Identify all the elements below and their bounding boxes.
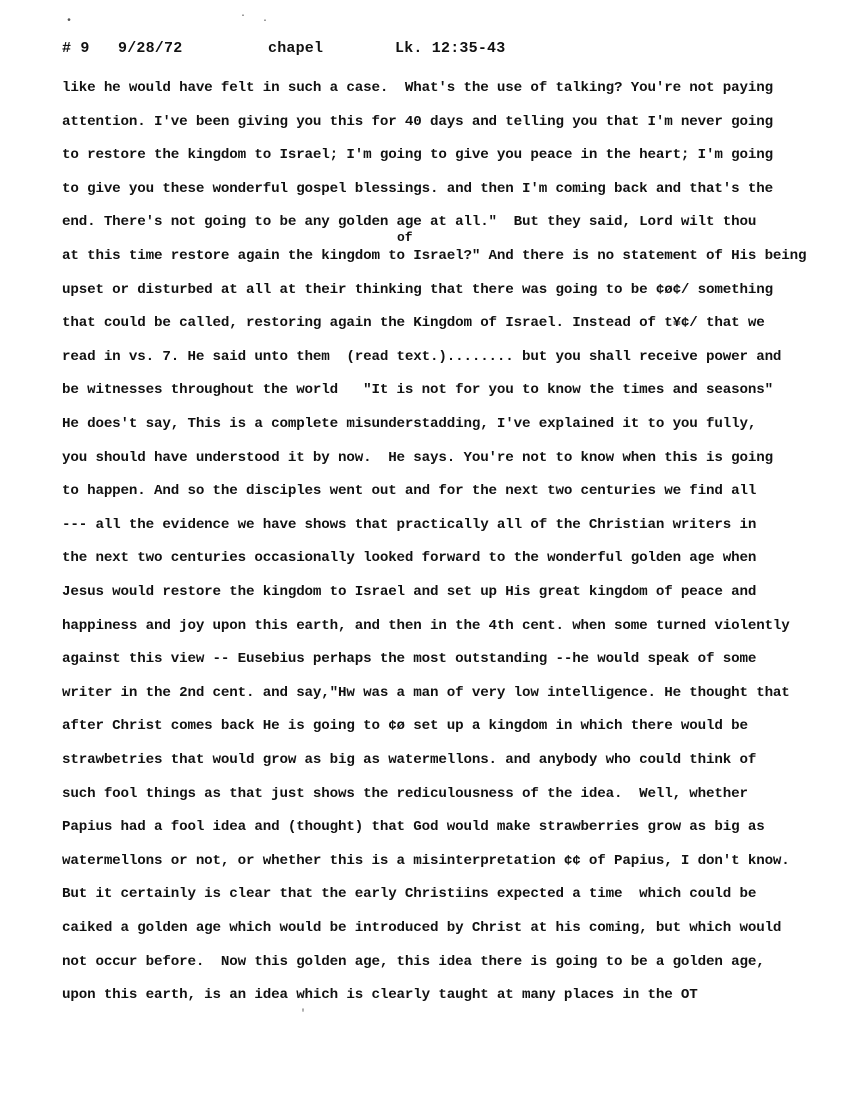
paper-speck: ·: [262, 16, 269, 27]
text-line: to happen. And so the disciples went out and for the next two centuries we find all: [62, 483, 757, 500]
text-line: to give you these wonderful gospel blessings. and then I'm coming back and that's the: [62, 180, 773, 197]
text-line: upset or disturbed at all at their thinking that there was going to be ¢ø¢/ something: [62, 281, 773, 298]
scripture-reference: Lk. 12:35-43: [395, 40, 506, 57]
text-line: end. There's not going to be any golden age at all." But they said, Lord wilt thou: [62, 214, 757, 231]
text-line: Jesus would restore the kingdom to Israel and set up His great kingdom of peace and: [62, 584, 757, 600]
text-line: happiness and joy upon this earth, and then in the 4th cent. when some turned violently: [62, 617, 790, 634]
page-number: # 9: [62, 40, 90, 57]
text-line: such fool things as that just shows the rediculousness of the idea. Well, whether: [62, 785, 748, 802]
date: 9/28/72: [118, 40, 183, 57]
text-line: watermellons or not, or whether this is a misinterpretation ¢¢ of Papius, I don't know.: [62, 852, 790, 869]
text-line: that could be called, restoring again the Kingdom of Israel. Instead of t¥¢/ that we: [62, 315, 765, 332]
text-line: read in vs. 7. He said unto them (read text.)........ but you shall receive power and: [62, 348, 782, 365]
text-line: after Christ comes back He is going to ¢ø set up a kingdom in which there would be: [62, 718, 748, 735]
text-line: against this view -- Eusebius perhaps the most outstanding --he would speak of some: [62, 651, 757, 668]
text-line: at this time restore again the kingdom to Israel?" And there is no statement of His being: [62, 248, 807, 264]
location: chapel: [268, 40, 324, 57]
text-line: writer in the 2nd cent. and say,"Hw was a man of very low intelligence. He thought that: [62, 684, 790, 701]
text-line: upon this earth, is an idea which is clearly taught at many places in the OT: [62, 987, 698, 1004]
text-line: to restore the kingdom to Israel; I'm going to give you peace in the heart; I'm going: [62, 147, 773, 164]
paper-speck: ': [300, 1009, 307, 1020]
text-line: like he would have felt in such a case. What's the use of talking? You're not paying: [62, 80, 773, 96]
paper-speck: •: [66, 16, 73, 27]
text-line: --- all the evidence we have shows that practically all of the Christian writers in: [62, 516, 757, 533]
text-line: not occur before. Now this golden age, this idea there is going to be a golden age,: [62, 953, 765, 970]
text-line: Papius had a fool idea and (thought) that God would make strawberries grow as big as: [62, 819, 765, 836]
text-line: be witnesses throughout the world "It is not for you to know the times and seasons": [62, 382, 773, 399]
text-line: He does't say, This is a complete misunderstadding, I've explained it to you fully,: [62, 416, 757, 432]
text-line: you should have understood it by now. He says. You're not to know when this is going: [62, 449, 773, 466]
paper-speck: ·: [240, 11, 247, 22]
text-line: the next two centuries occasionally looked forward to the wonderful golden age when: [62, 550, 757, 567]
text-line: attention. I've been giving you this for 40 days and telling you that I'm never going: [62, 113, 773, 130]
interlinear-insertion: of: [397, 230, 413, 245]
text-line: strawbetries that would grow as big as watermellons. and anybody who could think of: [62, 752, 757, 768]
text-line: caiked a golden age which would be introduced by Christ at his coming, but which would: [62, 920, 782, 936]
text-line: But it certainly is clear that the early Christiins expected a time which could be: [62, 886, 757, 903]
